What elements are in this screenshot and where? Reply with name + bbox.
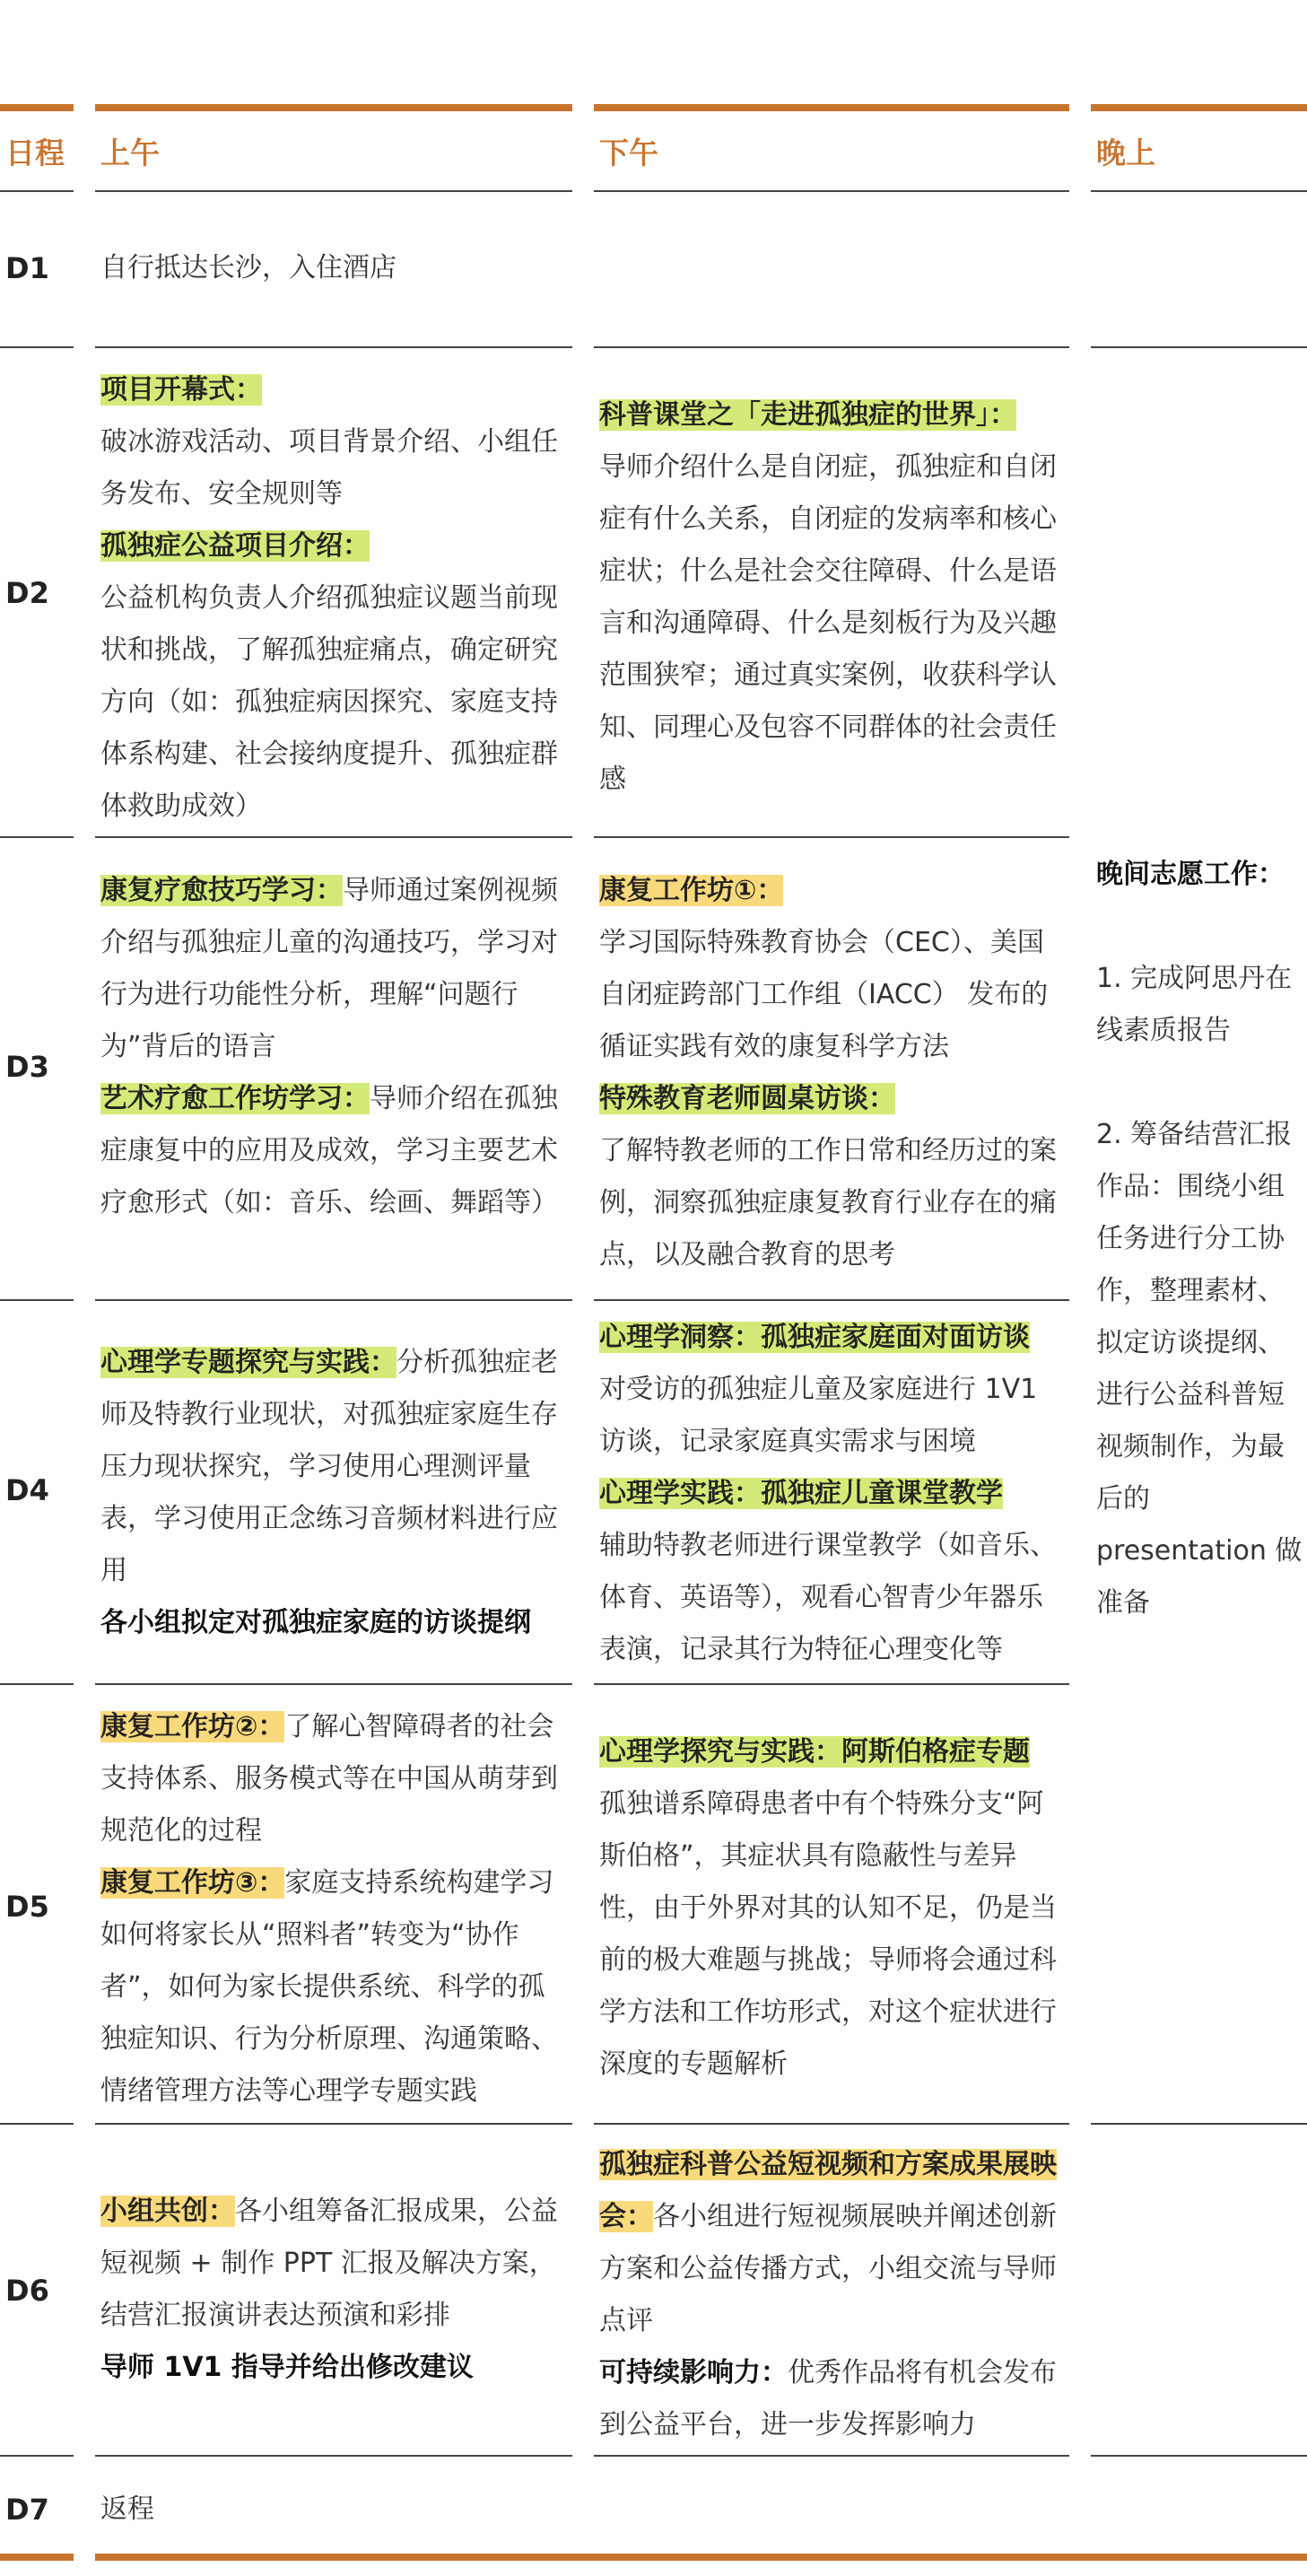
- d4-morning-bold-1: 各小组拟定对孤独症家庭的访谈提纲: [100, 1607, 531, 1638]
- d1-rule-evening: [1091, 346, 1307, 348]
- top-rule-evening: [1091, 104, 1307, 111]
- day-label-d7: D7: [5, 2493, 49, 2527]
- d3-morning-text-1: 导师通过案例视频介绍与孤独症儿童的沟通技巧，学习对行为进行功能性分析，理解“问题行为”背后的语言: [100, 875, 558, 1062]
- d6-rule-day: [0, 2455, 74, 2457]
- day-label-d2: D2: [5, 576, 49, 610]
- d6-afternoon-bold-1: 可持续影响力：: [599, 2357, 788, 2388]
- d4-rule-morning: [95, 1683, 572, 1685]
- d2-afternoon-text-1: 导师介绍什么是自闭症，孤独症和自闭症有什么关系，自闭症的发病率和核心症状；什么是社会交往障碍、什么是语言和沟通障碍、什么是刻板行为及兴趣范围狭窄；通过真实案例，收获科学认知、同理心及包容不同群体的社会责任感: [599, 451, 1057, 795]
- d4-rule-afternoon: [594, 1683, 1069, 1685]
- d1-morning-text: 自行抵达长沙，入住酒店: [100, 252, 396, 284]
- d2-rule-morning: [95, 836, 572, 838]
- d1-rule-afternoon: [594, 346, 1069, 348]
- header-rule-morning: [95, 190, 572, 192]
- d5-morning-text-2: 家庭支持系统构建学习如何将家长从“照料者”转变为“协作者”，如何为家长提供系统、科学的孤独症知识、行为分析原理、沟通策略、情绪管理方法等心理学专题实践: [100, 1867, 558, 2107]
- d6-rule-evening: [1091, 2455, 1307, 2457]
- d2-rule-day: [0, 836, 74, 838]
- evening-cell: [1096, 849, 1304, 1629]
- d3-afternoon-text-1: 学习国际特殊教育协会（CEC）、美国自闭症跨部门工作组（IACC） 发布的循证实践有效的康复科学方法: [599, 927, 1049, 1062]
- d2-afternoon: [599, 389, 1066, 806]
- d7-morning-text: 返程: [100, 2493, 154, 2525]
- d5-rule-afternoon: [594, 2123, 1069, 2125]
- d3-afternoon: [599, 865, 1066, 1281]
- day-label-d1: D1: [5, 251, 49, 285]
- d5-rule-morning: [95, 2123, 572, 2125]
- d2-morning-heading-2: 孤独症公益项目介绍：: [100, 530, 370, 562]
- d2-afternoon-heading-1: 科普课堂之「走进孤独症的世界」：: [599, 399, 1016, 431]
- d6-morning-text-1: 各小组筹备汇报成果，公益短视频 + 制作 PPT 汇报及解决方案，结营汇报演讲表达预演和彩排: [100, 2196, 558, 2331]
- d4-afternoon-text-1: 对受访的孤独症儿童及家庭进行 1V1 访谈，记录家庭真实需求与困境: [599, 1374, 1038, 1457]
- top-rule-morning: [95, 104, 572, 111]
- d3-morning-heading-1: 康复疗愈技巧学习：: [100, 875, 343, 906]
- header-rule-day: [0, 190, 74, 192]
- d3-rule-afternoon: [594, 1299, 1069, 1301]
- d6-morning: [100, 2186, 569, 2394]
- d5-morning: [100, 1701, 569, 2118]
- d2-morning-text-2: 公益机构负责人介绍孤独症议题当前现状和挑战，了解孤独症痛点，确定研究方向（如：孤独症病因探究、家庭支持体系构建、社会接纳度提升、孤独症群体救助成效）: [100, 582, 558, 822]
- d4-afternoon-heading-2: 心理学实践：孤独症儿童课堂教学: [599, 1478, 1003, 1509]
- d5-morning-heading-1: 康复工作坊②：: [100, 1711, 285, 1742]
- d3-rule-morning: [95, 1299, 572, 1301]
- d6-afternoon-text-2: 优秀作品将有机会发布到公益平台，进一步发挥影响力: [599, 2357, 1057, 2441]
- header-morning: 上午: [100, 135, 160, 170]
- d2-morning-text-1: 破冰游戏活动、项目背景介绍、小组任务发布、安全规则等: [100, 426, 558, 510]
- d3-morning-heading-2: 艺术疗愈工作坊学习：: [100, 1083, 370, 1114]
- d2-morning: [100, 364, 569, 833]
- d6-morning-heading-1: 小组共创：: [100, 2196, 235, 2227]
- d5-afternoon: [599, 1726, 1066, 2091]
- d5-morning-heading-2: 康复工作坊③：: [100, 1867, 285, 1899]
- header-rule-evening: [1091, 190, 1307, 192]
- d4-afternoon: [599, 1312, 1066, 1676]
- bottom-rule-day: [0, 2554, 74, 2561]
- d6-morning-bold-1: 导师 1V1 指导并给出修改建议: [100, 2352, 474, 2383]
- d6-rule-afternoon: [594, 2455, 1069, 2457]
- d4-morning-text-1: 分析孤独症老师及特教行业现状，对孤独症家庭生存压力现状探究，学习使用心理测评量表，学习使用正念练习音频材料进行应用: [100, 1347, 558, 1586]
- top-rule-afternoon: [594, 104, 1069, 111]
- d3-rule-day: [0, 1299, 74, 1301]
- day-label-d5: D5: [5, 1890, 49, 1924]
- d5-rule-evening: [1091, 2123, 1307, 2125]
- d5-morning-text-1: 了解心智障碍者的社会支持体系、服务模式等在中国从萌芽到规范化的过程: [100, 1711, 558, 1847]
- evening-item-1: 1. 完成阿思丹在线素质报告: [1096, 963, 1293, 1046]
- header-rule-afternoon: [594, 190, 1069, 192]
- day-label-d6: D6: [5, 2274, 49, 2308]
- evening-item-2: 2. 筹备结营汇报作品：围绕小组任务进行分工协作，整理素材、拟定访谈提纲、进行公益科普短视频制作，为最后的 presentation 做准备: [1096, 1119, 1303, 1619]
- d3-morning: [100, 865, 569, 1229]
- bottom-rule-rest: [95, 2554, 1307, 2561]
- day-label-d3: D3: [5, 1050, 49, 1084]
- d6-afternoon-heading-1: 孤独症科普公益短视频和方案成果展映会：: [599, 2149, 1057, 2232]
- evening-title: 晚间志愿工作：: [1096, 859, 1285, 890]
- header-evening: 晚上: [1096, 135, 1155, 170]
- header-afternoon: 下午: [599, 135, 658, 170]
- top-rule-day: [0, 104, 74, 111]
- d2-morning-heading-1: 项目开幕式：: [100, 374, 262, 406]
- d4-morning-heading-1: 心理学专题探究与实践：: [100, 1347, 396, 1378]
- d5-rule-day: [0, 2123, 74, 2125]
- d3-morning-text-2: 导师介绍在孤独症康复中的应用及成效，学习主要艺术疗愈形式（如：音乐、绘画、舞蹈等）: [100, 1083, 558, 1218]
- d1-morning: [100, 242, 567, 294]
- d2-rule-afternoon: [594, 836, 1069, 838]
- day-label-d4: D4: [5, 1473, 49, 1507]
- d7-morning: [100, 2484, 567, 2536]
- d1-rule-morning: [95, 346, 572, 348]
- d4-afternoon-heading-1: 心理学洞察：孤独症家庭面对面访谈: [599, 1322, 1030, 1353]
- d3-afternoon-heading-1: 康复工作坊①：: [599, 875, 784, 906]
- d3-afternoon-heading-2: 特殊教育老师圆桌访谈：: [599, 1083, 895, 1114]
- d1-rule-day: [0, 346, 74, 348]
- d6-rule-morning: [95, 2455, 572, 2457]
- d6-afternoon: [599, 2139, 1066, 2451]
- d4-rule-day: [0, 1683, 74, 1685]
- d5-afternoon-heading-1: 心理学探究与实践：阿斯伯格症专题: [599, 1736, 1030, 1768]
- d6-afternoon-text-1: 各小组进行短视频展映并阐述创新方案和公益传播方式，小组交流与导师点评: [599, 2201, 1057, 2336]
- d3-afternoon-text-2: 了解特教老师的工作日常和经历过的案例，洞察孤独症康复教育行业存在的痛点，以及融合教育的思考: [599, 1135, 1057, 1271]
- d5-afternoon-text-1: 孤独谱系障碍患者中有个特殊分支“阿斯伯格”，其症状具有隐蔽性与差异性，由于外界对其的认知不足，仍是当前的极大难题与挑战；导师将会通过科学方法和工作坊形式，对这个症状进行深度的专题解析: [599, 1788, 1057, 2080]
- d4-morning: [100, 1337, 569, 1649]
- d4-afternoon-text-2: 辅助特教老师进行课堂教学（如音乐、体育、英语等），观看心智青少年器乐表演，记录其行为特征心理变化等: [599, 1530, 1057, 1665]
- header-day: 日程: [5, 135, 65, 170]
